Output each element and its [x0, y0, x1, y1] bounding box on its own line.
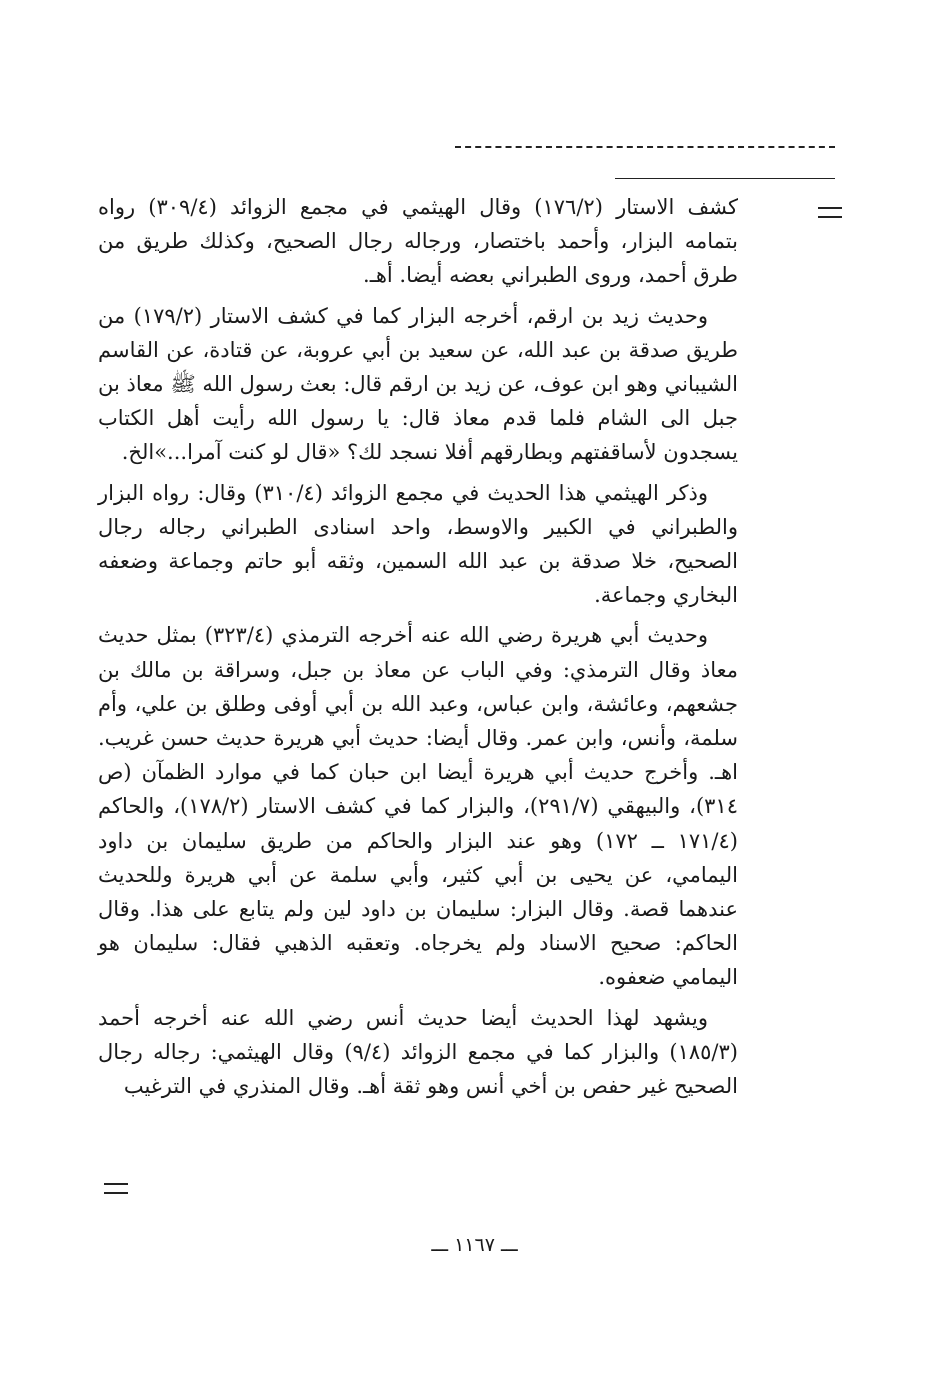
- page-number: ـــ ١١٦٧ ـــ: [431, 1234, 518, 1256]
- continuation-mark-top: [818, 207, 842, 218]
- paragraph-anas-witness: ويشهد لهذا الحديث أيضا حديث أنس رضي الله عنه أخرجه أحمد (١٨٥/٣) والبزار كما في مجمع الزوائد (٩/٤) وقال الهيثمي: رجاله رجال الصحيح غير حفص بن أخي أنس وهو ثقة أهـ. وقال المنذري في الترغيب: [98, 1005, 738, 1099]
- footnote-dashed-separator: [455, 146, 835, 148]
- paragraph-haythami-mention: وذكر الهيثمي هذا الحديث في مجمع الزوائد (٣١٠/٤) وقال: رواه البزار والطبراني في الكبير والاوسط، واحد اسنادى الطبراني رجاله رجال الصحيح، خلا صدقة بن عبد الله السمين، وثقه أبو حاتم وجماعة وضعفه البخاري وجماعة.: [98, 480, 738, 608]
- paragraph-zayd-ibn-arqam: وحديث زيد بن ارقم، أخرجه البزار كما في كشف الاستار (١٧٩/٢) من طريق صدقة بن عبد الله، عن سعيد بن أبي عروبة، عن قتادة، عن القاسم الشيباني وهو ابن عوف، عن زيد بن ارقم قال: بعث رسول الله ﷺ معاذ بن جبل الى الشام فلما قدم معاذ قال: يا رسول الله رأيت أهل الكتاب يسجدون لأساقفتهم وبطارقهم أفلا نسجد لك؟ «قال لو كنت آمرا...»الخ.: [98, 303, 738, 465]
- footnote-text-block: [98, 190, 738, 1103]
- continuation-mark-bottom: [104, 1183, 128, 1194]
- footnote-rule: [615, 178, 835, 179]
- paragraph-abu-hurayra: وحديث أبي هريرة رضي الله عنه أخرجه الترمذي (٣٢٣/٤) بمثل حديث معاذ وقال الترمذي: وفي الباب عن معاذ بن جبل، وسراقة بن مالك بن جشعهم، وعائشة، وابن عباس، وعبد الله بن أبي أوفى وطلق بن علي، وأم سلمة، وأنس، وابن عمر. وقال أيضا: حديث أبي هريرة حديث حسن غريب. اهـ. وأخرج حديث أبي هريرة أيضا ابن حبان كما في موارد الظمآن (ص ٣١٤)، والبيهقي (٢٩١/٧)، والبزار كما في كشف الاستار (١٧٨/٢)، والحاكم (١٧١/٤ ــ ١٧٢) وهو عند البزار والحاكم من طريق سليمان بن داود اليمامي، عن يحيى بن أبي كثير، وأبي سلمة عن أبي هريرة وللحديث عندهما قصة. وقال البزار: سليمان بن داود لين ولم يتابع على هذا. وقال الحاكم: صحيح الاسناد ولم يخرجاه. وتعقبه الذهبي فقال: سليمان هو اليمامي ضعفوه.: [98, 623, 738, 990]
- paragraph-kashf-al-astar: كشف الاستار (١٧٦/٢) وقال الهيثمي في مجمع الزوائد (٣٠٩/٤) رواه بتمامه البزار، وأحمد باختصار، ورجاله رجال الصحيح، وكذلك طريق من طرق أحمد، وروى الطبراني بعضه أيضا. أهـ.: [98, 195, 738, 288]
